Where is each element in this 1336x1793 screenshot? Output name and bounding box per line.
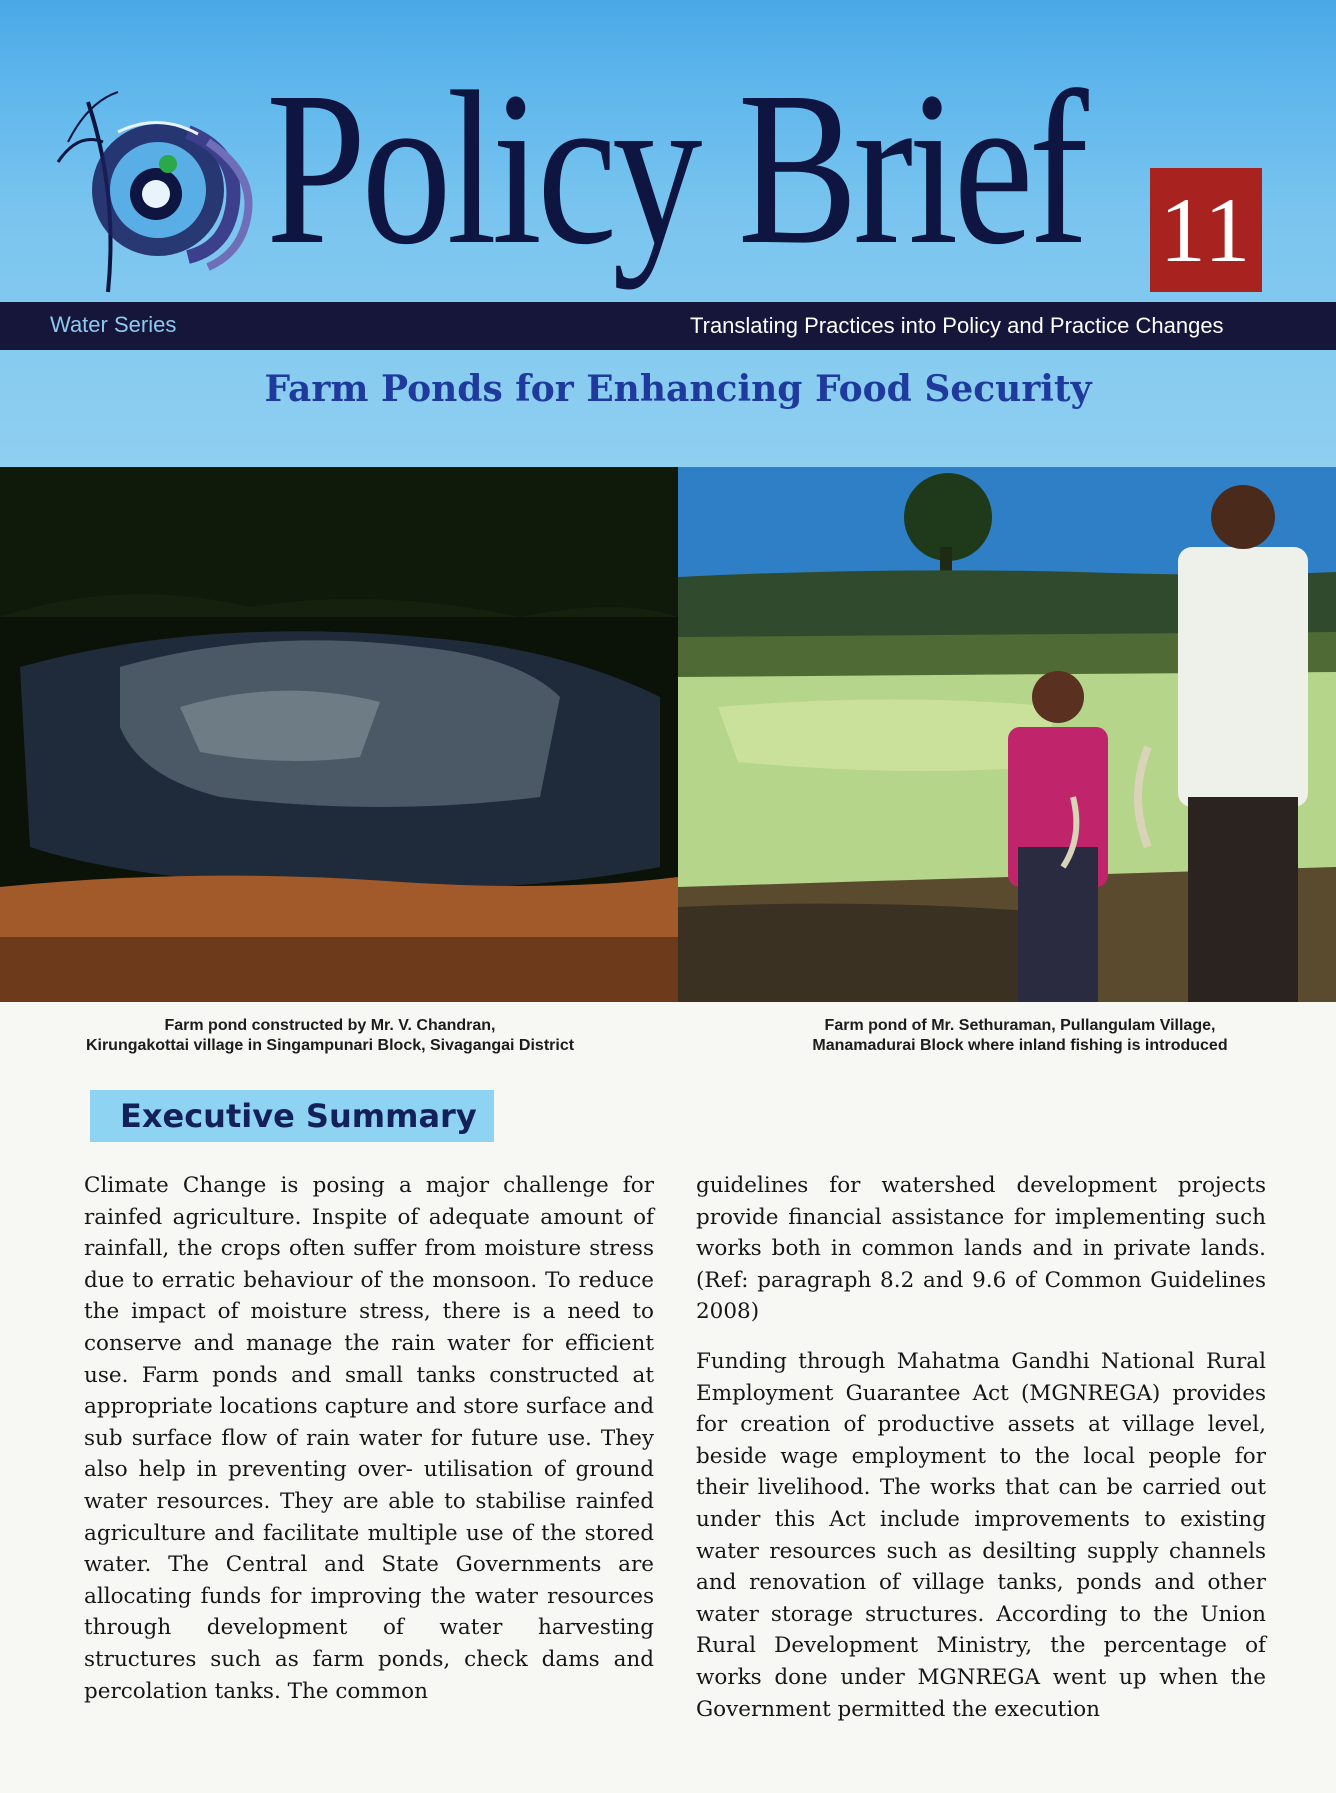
section-heading-executive-summary: Executive Summary [90,1090,494,1142]
photo-caption-right [760,1016,1280,1056]
series-label: Water Series [50,312,177,337]
paragraph: Funding through Mahatma Gandhi National Rural Employment Guarantee Act (MGNREGA) provides for creation of productive assets at village level, beside wage employment to the local people for their livelihood. The works that can be carried out under this Act include improvements to existing water resources such as desilting supply channels and renovation of village tanks, ponds and other water storage structures. According to the Union Rural Development Ministry, the percentage of works done under MGNREGA went up when the Government permitted the execution [696,1348,1266,1722]
photo-caption-left [30,1016,630,1056]
issue-number-badge: 11 [1150,168,1262,292]
photo-farm-pond-chandran [0,467,678,1002]
caption-line: Farm pond constructed by Mr. V. Chandran, [164,1017,496,1034]
caption-line: Manamadurai Block where inland fishing is introduced [812,1037,1228,1054]
caption-line: Farm pond of Mr. Sethuraman, Pullangulam Village, [824,1017,1216,1034]
body-column-left [84,1170,654,1725]
subtitle: Farm Ponds for Enhancing Food Security [264,368,1092,410]
header-banner [0,0,1336,467]
paragraph: Climate Change is posing a major challenge for rainfed agriculture. Inspite of adequate amount of rainfall, the crops often suffer from moisture stress due to erratic behaviour of the monsoon. To reduce the impact of moisture stress, there is a need to conserve and manage the rain water for efficient use. Farm ponds and small tanks constructed at appropriate locations capture and store surface and sub surface flow of rain water for future use. They also help in preventing over- utilisation of ground water resources. They are able to stabilise rainfed agriculture and facilitate multiple use of the stored water. The Central and State Governments are allocating funds for improving the water resources through development of water harvesting structures such as farm ponds, check dams and percolation tanks. The common [84,1173,654,1704]
paragraph: guidelines for watershed development projects provide financial assistance for implementing such works both in common lands and in private lands. (Ref: paragraph 8.2 and 9.6 of Common Guidelines 2008) [696,1173,1266,1325]
photo-farm-pond-sethuraman [678,467,1336,1002]
page-title: Policy Brief [266,46,1084,290]
organization-logo [48,72,268,302]
caption-line: Kirungakottai village in Singampunari Block, Sivagangai District [85,1037,575,1054]
tagline: Translating Practices into Policy and Practice Changes [690,313,1224,338]
body-column-right [696,1170,1266,1743]
